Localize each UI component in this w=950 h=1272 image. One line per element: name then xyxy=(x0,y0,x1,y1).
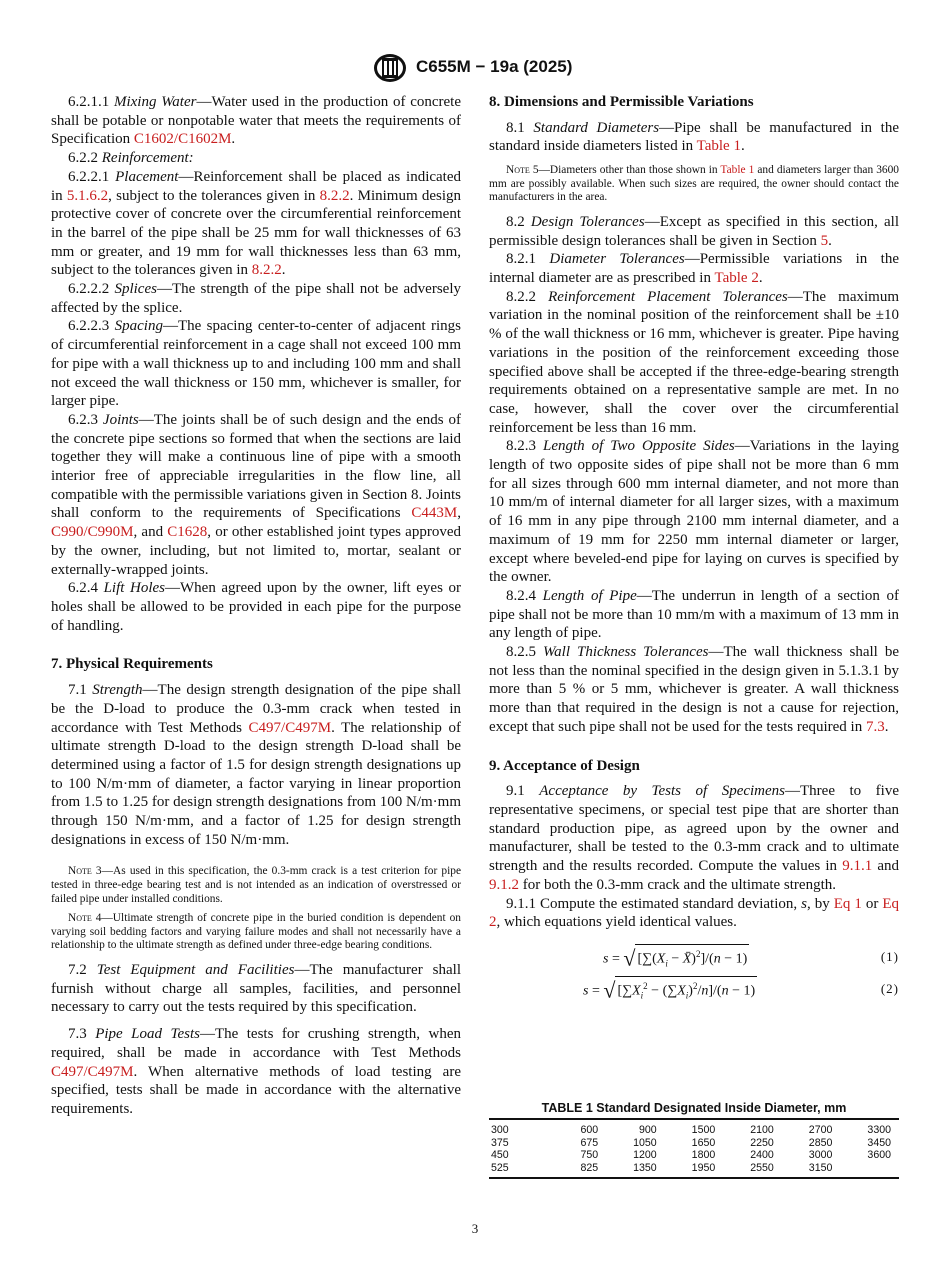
section-7-1: 7.1 Strength—The design strength designation of the pipe shall be the D-load to produce the 0.3-mm crack when tested in accordance with Test Methods C497/C497M. The relationship of ultimate strength D-load to the design strength D-load shall be determined using a factor of 1.5 for design strength designations up to 100 N/m·mm of diameter, a factor varying in linear proportion from 1.5 to 1.25 for design strength designations from 100 N/m·mm through 150 N/m·mm, and a factor of 1.25 for design strength designations in excess of 150 N/m·mm. xyxy=(51,682,461,848)
table-cell: 1050 xyxy=(633,1136,657,1149)
ref-7-3[interactable]: 7.3 xyxy=(865,718,885,735)
heading-section-9: 9. Acceptance of Design xyxy=(489,757,640,774)
table-cell: 2700 xyxy=(808,1124,833,1136)
ref-9-1-2[interactable]: 9.1.2 xyxy=(489,876,519,893)
table-cell: 3150 xyxy=(808,1161,833,1174)
table-cell: 525 xyxy=(491,1161,509,1174)
table-cell: 2550 xyxy=(750,1161,774,1174)
equation-1-number: (1) xyxy=(880,948,899,964)
table-cell: 375 xyxy=(491,1136,509,1149)
equation-2-number: (2) xyxy=(880,980,899,996)
table-cell: 1800 xyxy=(691,1149,716,1161)
section-8-1: 8.1 Standard Diameters—Pipe shall be manufactured in the standard inside diameters listed in Table 1. xyxy=(489,119,899,155)
section-6-2-2-2: 6.2.2.2 Splices—The strength of the pipe shall not be adversely affected by the splice. xyxy=(51,281,461,316)
page-header xyxy=(0,50,950,86)
equation-2 xyxy=(489,974,899,1004)
ref-table-1[interactable]: Table 1 xyxy=(696,138,741,155)
table-cell: 600 xyxy=(580,1124,599,1136)
table-cell: 1200 xyxy=(633,1149,657,1161)
table-cell: 3300 xyxy=(867,1124,891,1136)
ref-c1602[interactable]: C1602/C1602M xyxy=(133,131,232,148)
ref-c1628[interactable]: C1628 xyxy=(167,524,208,541)
table-cell xyxy=(840,1162,899,1179)
table-cell: 2850 xyxy=(808,1136,833,1149)
table-row xyxy=(489,1162,899,1179)
table-cell: 2250 xyxy=(750,1136,774,1149)
table-cell: 1350 xyxy=(633,1161,657,1174)
table-cell: 3600 xyxy=(867,1149,891,1161)
table-row xyxy=(489,1119,899,1137)
ref-table-1[interactable]: Table 1 xyxy=(720,164,755,177)
section-7-2: 7.2 Test Equipment and Facilities—The manufacturer shall furnish without charge all samples, facilities, and personnel necessary to carry out the tests required by this specification. xyxy=(51,961,461,1016)
section-8-2-4: 8.2.4 Length of Pipe—The underrun in length of a section of pipe shall not be more than 10 mm/m with a maximum of 13 mm in any length of pipe. xyxy=(489,587,899,642)
note-5: Note 5—Diameters other than those shown in Table 1 and diameters larger than 3600 mm are possibly available. When such sizes are required, the owner should contact the manufacturers in the area. xyxy=(489,164,899,204)
note-3: Note 3—As used in this specification, the 0.3-mm crack is a test criterion for pipe tested in three-edge bearing test and is not intended as an indication of overstressed or failed pipe under installed conditions. xyxy=(51,865,462,905)
section-8-2-1: 8.2.1 Diameter Tolerances—Permissible variations in the internal diameter are as prescribed in Table 2. xyxy=(489,251,900,286)
astm-logo-icon xyxy=(372,52,408,84)
ref-table-2[interactable]: Table 2 xyxy=(714,270,759,286)
note-4: Note 4—Ultimate strength of concrete pipe in the buried condition is dependent on varying soil bedding factors and varying failure modes and shall not necessarily have a relationship to the ultimate strength as defined under three-edge bearing conditions. xyxy=(51,912,461,952)
ref-9-1-1[interactable]: 9.1.1 xyxy=(842,858,873,875)
section-9-1: 9.1 Acceptance by Tests of Specimens—Three to five representative specimens, or special test pipe that are shorter than standard production pipe, as agreed upon by the owner and manufacturer, shall be tested to the 0.3-mm crack and to ultimate strength and the results recorded. Compute the values in 9.1.1 and 9.1.2 for both the 0.3-mm crack and the ultimate strength. xyxy=(489,783,899,893)
section-8-2-2: 8.2.2 Reinforcement Placement Tolerances—The maximum variation in the nominal position of the reinforcement shall be ±10 % of the wall thickness or 16 mm, whichever is greater. Pipe having variations in the position of the reinforcement exceeding those specified above shall be accepted if the three-edge-bearing strength requirements obtained on a representative sample are met. In no case, however, shall the cover over the circumferential reinforcement be less than 16 mm. xyxy=(489,288,899,436)
section-6-2-2-1: 6.2.2.1 Placement—Reinforcement shall be placed as indicated in 5.1.6.2, subject to the tolerances given in 8.2.2. Minimum design protective cover of concrete over the circumferential reinforcement in the barrel of the pipe shall be 25 mm for wall thicknesses of 63 mm or greater, and 19 mm for wall thicknesses less than 63 mm, subject to the tolerances given in 8.2.2. xyxy=(51,168,462,279)
table-1-title: TABLE 1 Standard Designated Inside Diameter, mm xyxy=(541,1101,847,1115)
table-cell: 750 xyxy=(580,1149,599,1161)
equation-2-formula: s = √ $[\sum X_i^2 - (\sum X_i)^2/n]/(n - 1)$ xyxy=(583,976,757,1005)
ref-8-2-2[interactable]: 8.2.2 xyxy=(319,187,350,204)
section-6-2-2: 6.2.2 Reinforcement: xyxy=(68,150,194,167)
equation-1-formula: s = √ [$\sum(X_i$ − X̄)$^2$]/(n − 1) xyxy=(603,944,749,973)
section-6-2-2-3: 6.2.2.3 Spacing—The spacing center-to-center of adjacent rings of circumferential reinforcement in a cage shall not exceed 100 mm for pipe with a wall thickness up to and including 100 mm and shall not exceed the wall thickness or 150 mm, whichever is smaller, for larger pipe. xyxy=(51,318,462,410)
heading-section-8: 8. Dimensions and Permissible Variations xyxy=(489,94,754,110)
table-cell: 3000 xyxy=(808,1149,833,1161)
section-6-2-4: 6.2.4 Lift Holes—When agreed upon by the owner, lift eyes or holes shall be allowed to be provided in each pipe for the purpose of handling. xyxy=(51,580,462,634)
section-8-2: 8.2 Design Tolerances—Except as specified in this section, all permissible design tolerances shall be given in Section 5. xyxy=(489,213,899,249)
section-6-2-3: 6.2.3 Joints—The joints shall be of such design and the ends of the concrete pipe sections so formed that when the sections are laid together they will make a continuous line of pipe with a smooth interior free of appreciable irregularities in the flow line, all compatible with the permissible variations given in Section 8. Joints shall conform to the requirements of Specifications C443M, C990/C990M, and C1628, or other established joint types approved by the owner, including, but not limited to, mortar, sealant or externally-wrapped joints. xyxy=(51,411,462,578)
ref-c990[interactable]: C990/C990M xyxy=(51,524,134,541)
table-cell: 300 xyxy=(491,1124,509,1136)
table-cell: 3450 xyxy=(867,1136,891,1149)
section-8-2-5: 8.2.5 Wall Thickness Tolerances—The wall thickness shall be not less than the nominal specified in the design given in 5.1.3.1 by more than 5 % or 5 mm, whichever is greater. A wall thickness more than that required in the design is not a cause for rejection, except that such pipe shall not be used for the tests required in 7.3. xyxy=(489,644,899,735)
ref-eq-1[interactable]: Eq 1 xyxy=(833,895,862,912)
right-column xyxy=(489,93,899,1004)
document-designation: C655M − 19a (2025) xyxy=(416,57,573,76)
section-9-1-1: 9.1.1 Compute the estimated standard deviation, s, by Eq 1 or Eq 2, which equations yield identical values. xyxy=(489,895,900,931)
table-cell: 2100 xyxy=(750,1124,774,1136)
ref-section-5[interactable]: 5 xyxy=(820,232,829,249)
table-cell: 450 xyxy=(491,1149,509,1161)
ref-c497[interactable]: C497/C497M xyxy=(51,1063,134,1080)
table-row xyxy=(489,1137,899,1150)
table-cell: 2400 xyxy=(750,1149,774,1161)
ref-8-2-2[interactable]: 8.2.2 xyxy=(251,262,282,279)
ref-eq-2[interactable]: Eq 2 xyxy=(489,895,900,931)
ref-c443m[interactable]: C443M xyxy=(411,505,458,522)
table-cell: 825 xyxy=(580,1161,599,1174)
table-1 xyxy=(489,1118,899,1179)
ref-c497[interactable]: C497/C497M xyxy=(248,719,332,736)
ref-5-1-6-2[interactable]: 5.1.6.2 xyxy=(66,187,109,204)
table-cell: 1650 xyxy=(691,1136,716,1149)
table-cell: 675 xyxy=(580,1136,599,1149)
section-6-2-1-1: 6.2.1.1 Mixing Water—Water used in the production of concrete shall be potable or nonpotable water that meets the requirements of Specification C1602/C1602M. xyxy=(51,94,462,148)
section-8-2-3: 8.2.3 Length of Two Opposite Sides—Variations in the laying length of two opposite sides of pipe shall not be more than 6 mm for all sizes through 600 mm internal diameter, and not more than 10 mm/m of internal diameter for all larger sizes, with a maximum of 16 mm in any pipe through 2100 mm internal diameter, and a maximum of 19 mm for 2250 mm internal diameter or larger, except where beveled-end pipe for laying on curves is specified by the owner. xyxy=(489,438,900,586)
heading-section-7: 7. Physical Requirements xyxy=(51,656,213,673)
table-cell: 1500 xyxy=(691,1124,716,1136)
page-number: 3 xyxy=(471,1221,479,1236)
table-row xyxy=(489,1149,899,1162)
left-column xyxy=(51,93,461,1119)
section-7-3: 7.3 Pipe Load Tests—The tests for crushing strength, when required, shall be made in accordance with Test Methods C497/C497M. When alternative methods of load testing are specified, tests shall be made in accordance with the alternative requirements. xyxy=(51,1026,461,1117)
equation-1 xyxy=(489,942,899,972)
table-cell: 1950 xyxy=(691,1161,716,1174)
table-cell: 900 xyxy=(639,1124,657,1136)
